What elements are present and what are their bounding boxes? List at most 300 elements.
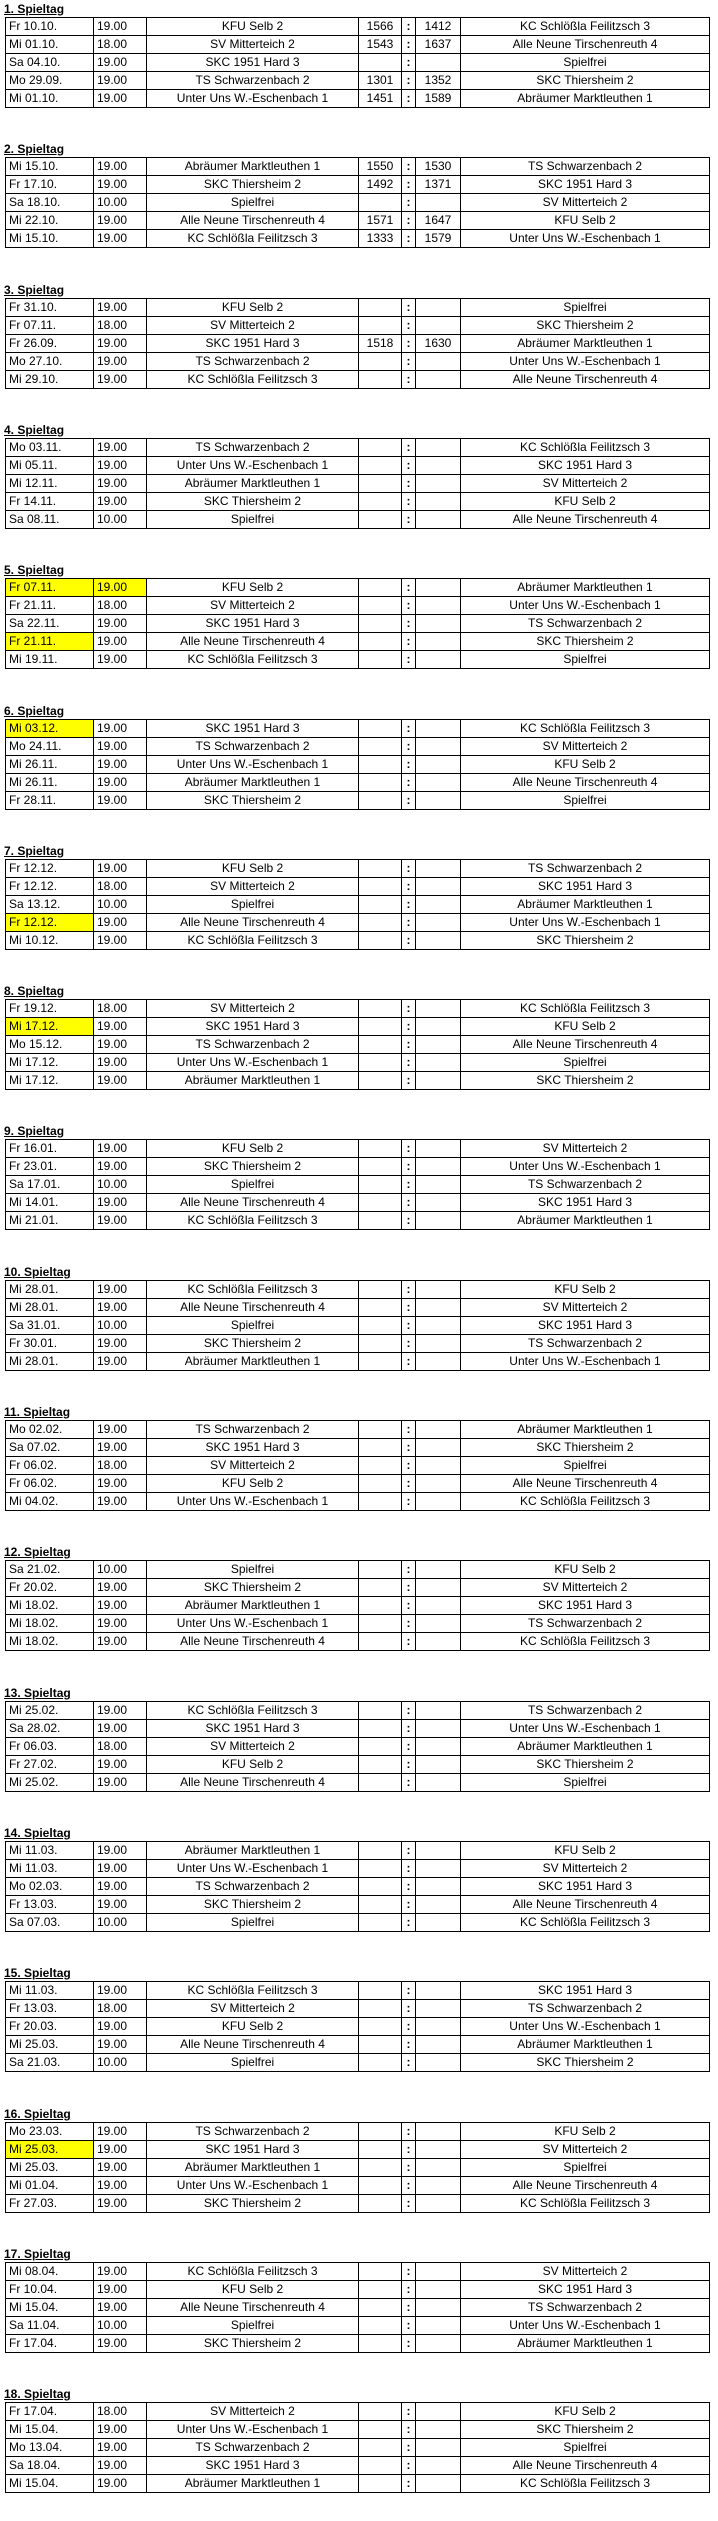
away-team: Abräumer Marktleuthen 1 — [461, 579, 710, 597]
game-time: 19.00 — [94, 914, 147, 932]
home-score — [359, 511, 402, 529]
game-time: 19.00 — [94, 1633, 147, 1651]
home-score — [359, 353, 402, 371]
home-score — [359, 439, 402, 457]
game-time: 10.00 — [94, 194, 147, 212]
game-time: 19.00 — [94, 615, 147, 633]
home-score — [359, 2439, 402, 2457]
away-team: SKC 1951 Hard 3 — [461, 1317, 710, 1335]
spieltag-title: 1. Spieltag — [4, 2, 65, 16]
away-team: Abräumer Marktleuthen 1 — [461, 2335, 710, 2353]
away-team: Spielfrei — [461, 2439, 710, 2457]
table-row — [6, 1439, 710, 1457]
home-score — [359, 2123, 402, 2141]
home-team: Unter Uns W.-Eschenbach 1 — [147, 457, 359, 475]
game-date: Fr 17.04. — [6, 2403, 94, 2421]
home-team: SKC Thiersheim 2 — [147, 1158, 359, 1176]
table-row — [6, 792, 710, 810]
home-score: 1566 — [359, 18, 402, 36]
home-score — [359, 475, 402, 493]
table-row — [6, 2335, 710, 2353]
table-row — [6, 457, 710, 475]
game-date: Sa 11.04. — [6, 2317, 94, 2335]
away-score — [416, 2036, 461, 2054]
score-separator: : — [402, 475, 416, 493]
away-team: KFU Selb 2 — [461, 212, 710, 230]
away-score — [416, 1018, 461, 1036]
table-row — [6, 335, 710, 353]
home-team: TS Schwarzenbach 2 — [147, 1421, 359, 1439]
away-score — [416, 1756, 461, 1774]
game-date: Fr 06.03. — [6, 1738, 94, 1756]
home-score — [359, 1000, 402, 1018]
away-team: Abräumer Marktleuthen 1 — [461, 896, 710, 914]
away-team: SKC Thiersheim 2 — [461, 72, 710, 90]
game-date: Mi 25.03. — [6, 2036, 94, 2054]
score-separator: : — [402, 1018, 416, 1036]
away-team: KFU Selb 2 — [461, 2123, 710, 2141]
home-score — [359, 1421, 402, 1439]
away-team: TS Schwarzenbach 2 — [461, 1702, 710, 1720]
away-score — [416, 1475, 461, 1493]
table-row — [6, 1896, 710, 1914]
game-time: 19.00 — [94, 1896, 147, 1914]
score-separator: : — [402, 1054, 416, 1072]
away-score — [416, 756, 461, 774]
table-row — [6, 1457, 710, 1475]
score-separator: : — [402, 1702, 416, 1720]
game-time: 18.00 — [94, 2000, 147, 2018]
game-date: Mi 01.10. — [6, 90, 94, 108]
game-date: Mi 25.03. — [6, 2141, 94, 2159]
games-table — [5, 719, 710, 810]
game-time: 19.00 — [94, 475, 147, 493]
away-score: 1589 — [416, 90, 461, 108]
games-table — [5, 1701, 710, 1792]
game-date: Mi 08.04. — [6, 2263, 94, 2281]
home-score — [359, 2036, 402, 2054]
home-score — [359, 1561, 402, 1579]
home-team: Abräumer Marktleuthen 1 — [147, 2475, 359, 2493]
score-separator: : — [402, 2141, 416, 2159]
game-date: Fr 06.02. — [6, 1475, 94, 1493]
game-date: Mi 17.12. — [6, 1072, 94, 1090]
home-team: Abräumer Marktleuthen 1 — [147, 1842, 359, 1860]
home-score — [359, 2018, 402, 2036]
game-time: 19.00 — [94, 1842, 147, 1860]
away-team: Spielfrei — [461, 54, 710, 72]
away-team: Unter Uns W.-Eschenbach 1 — [461, 1720, 710, 1738]
game-time: 19.00 — [94, 371, 147, 389]
away-score — [416, 1702, 461, 1720]
table-row — [6, 579, 710, 597]
home-team: Spielfrei — [147, 896, 359, 914]
table-row — [6, 1335, 710, 1353]
spieltag-title: 10. Spieltag — [4, 1265, 71, 1279]
score-separator: : — [402, 1353, 416, 1371]
game-date: Mi 17.12. — [6, 1054, 94, 1072]
away-team: SKC Thiersheim 2 — [461, 2421, 710, 2439]
score-separator: : — [402, 579, 416, 597]
game-date: Mi 25.02. — [6, 1702, 94, 1720]
home-score — [359, 651, 402, 669]
spieltag-title: 4. Spieltag — [4, 423, 65, 437]
home-team: KC Schlößla Feilitzsch 3 — [147, 371, 359, 389]
away-team: TS Schwarzenbach 2 — [461, 158, 710, 176]
home-score — [359, 2177, 402, 2195]
game-time: 19.00 — [94, 1720, 147, 1738]
game-time: 19.00 — [94, 2439, 147, 2457]
table-row — [6, 615, 710, 633]
away-score — [416, 579, 461, 597]
away-team: SKC 1951 Hard 3 — [461, 1878, 710, 1896]
game-date: Fr 20.03. — [6, 2018, 94, 2036]
score-separator: : — [402, 1493, 416, 1511]
score-separator: : — [402, 2457, 416, 2475]
score-separator: : — [402, 914, 416, 932]
home-score — [359, 457, 402, 475]
score-separator: : — [402, 2421, 416, 2439]
game-time: 19.00 — [94, 756, 147, 774]
home-team: Abräumer Marktleuthen 1 — [147, 1072, 359, 1090]
home-score — [359, 1579, 402, 1597]
home-team: Abräumer Marktleuthen 1 — [147, 158, 359, 176]
game-date: Mi 25.03. — [6, 2159, 94, 2177]
away-score — [416, 2439, 461, 2457]
game-date: Mi 15.04. — [6, 2475, 94, 2493]
score-separator: : — [402, 1072, 416, 1090]
home-score — [359, 2000, 402, 2018]
home-team: KC Schlößla Feilitzsch 3 — [147, 1982, 359, 2000]
home-team: SV Mitterteich 2 — [147, 1457, 359, 1475]
home-team: Spielfrei — [147, 2054, 359, 2072]
table-row — [6, 1194, 710, 1212]
away-score — [416, 457, 461, 475]
score-separator: : — [402, 1194, 416, 1212]
home-team: SKC 1951 Hard 3 — [147, 615, 359, 633]
game-date: Mi 17.12. — [6, 1018, 94, 1036]
table-row — [6, 2439, 710, 2457]
game-date: Sa 21.02. — [6, 1561, 94, 1579]
game-time: 19.00 — [94, 2475, 147, 2493]
home-score — [359, 738, 402, 756]
home-team: Unter Uns W.-Eschenbach 1 — [147, 1054, 359, 1072]
table-row — [6, 1615, 710, 1633]
away-team: TS Schwarzenbach 2 — [461, 2000, 710, 2018]
table-row — [6, 932, 710, 950]
game-date: Fr 30.01. — [6, 1335, 94, 1353]
game-time: 19.00 — [94, 90, 147, 108]
away-score — [416, 1615, 461, 1633]
table-row — [6, 1756, 710, 1774]
table-row — [6, 176, 710, 194]
away-team: Alle Neune Tirschenreuth 4 — [461, 1896, 710, 1914]
home-score — [359, 774, 402, 792]
score-separator: : — [402, 1475, 416, 1493]
away-score — [416, 1597, 461, 1615]
away-score — [416, 1914, 461, 1932]
game-date: Fr 28.11. — [6, 792, 94, 810]
game-date: Sa 22.11. — [6, 615, 94, 633]
game-time: 19.00 — [94, 212, 147, 230]
table-row — [6, 1982, 710, 2000]
spieltag-title: 16. Spieltag — [4, 2107, 71, 2121]
home-score — [359, 878, 402, 896]
table-row — [6, 371, 710, 389]
game-time: 18.00 — [94, 1000, 147, 1018]
table-row — [6, 72, 710, 90]
game-time: 19.00 — [94, 1878, 147, 1896]
score-separator: : — [402, 1720, 416, 1738]
score-separator: : — [402, 651, 416, 669]
away-team: Alle Neune Tirschenreuth 4 — [461, 1475, 710, 1493]
score-separator: : — [402, 335, 416, 353]
score-separator: : — [402, 2195, 416, 2213]
away-team: TS Schwarzenbach 2 — [461, 2299, 710, 2317]
home-team: SV Mitterteich 2 — [147, 1000, 359, 1018]
away-team: SKC Thiersheim 2 — [461, 1756, 710, 1774]
game-time: 19.00 — [94, 2018, 147, 2036]
table-row — [6, 439, 710, 457]
game-date: Mi 18.02. — [6, 1615, 94, 1633]
away-team: Spielfrei — [461, 1457, 710, 1475]
score-separator: : — [402, 1914, 416, 1932]
table-row — [6, 1018, 710, 1036]
home-score — [359, 2457, 402, 2475]
score-separator: : — [402, 1036, 416, 1054]
away-team: SKC 1951 Hard 3 — [461, 1597, 710, 1615]
home-score — [359, 194, 402, 212]
game-date: Mi 28.01. — [6, 1299, 94, 1317]
score-separator: : — [402, 1140, 416, 1158]
table-row — [6, 1176, 710, 1194]
table-row — [6, 1421, 710, 1439]
home-team: SV Mitterteich 2 — [147, 1738, 359, 1756]
home-score: 1451 — [359, 90, 402, 108]
home-team: KFU Selb 2 — [147, 299, 359, 317]
score-separator: : — [402, 1457, 416, 1475]
score-separator: : — [402, 1896, 416, 1914]
table-row — [6, 2123, 710, 2141]
game-time: 19.00 — [94, 651, 147, 669]
spieltag-title: 13. Spieltag — [4, 1686, 71, 1700]
table-row — [6, 1000, 710, 1018]
table-row — [6, 2195, 710, 2213]
game-date: Mi 15.04. — [6, 2421, 94, 2439]
home-team: Unter Uns W.-Eschenbach 1 — [147, 1860, 359, 1878]
home-score — [359, 1597, 402, 1615]
game-time: 19.00 — [94, 1439, 147, 1457]
table-row — [6, 1842, 710, 1860]
table-row — [6, 1353, 710, 1371]
score-separator: : — [402, 932, 416, 950]
home-score: 1571 — [359, 212, 402, 230]
score-separator: : — [402, 756, 416, 774]
score-separator: : — [402, 371, 416, 389]
game-time: 19.00 — [94, 1299, 147, 1317]
game-date: Fr 13.03. — [6, 2000, 94, 2018]
home-score — [359, 2421, 402, 2439]
away-score — [416, 493, 461, 511]
score-separator: : — [402, 896, 416, 914]
away-team: Spielfrei — [461, 1054, 710, 1072]
home-team: Unter Uns W.-Eschenbach 1 — [147, 1615, 359, 1633]
away-score — [416, 1194, 461, 1212]
home-team: Alle Neune Tirschenreuth 4 — [147, 2299, 359, 2317]
score-separator: : — [402, 2439, 416, 2457]
game-date: Fr 21.11. — [6, 597, 94, 615]
table-row — [6, 299, 710, 317]
game-time: 19.00 — [94, 2281, 147, 2299]
table-row — [6, 1738, 710, 1756]
home-score — [359, 1176, 402, 1194]
game-time: 10.00 — [94, 511, 147, 529]
table-row — [6, 633, 710, 651]
game-time: 19.00 — [94, 2457, 147, 2475]
home-team: SKC Thiersheim 2 — [147, 1335, 359, 1353]
spieltag-title: 6. Spieltag — [4, 704, 65, 718]
score-separator: : — [402, 1860, 416, 1878]
home-score — [359, 1457, 402, 1475]
score-separator: : — [402, 2299, 416, 2317]
home-team: SV Mitterteich 2 — [147, 2403, 359, 2421]
home-score — [359, 2317, 402, 2335]
game-date: Mi 01.04. — [6, 2177, 94, 2195]
away-team: KFU Selb 2 — [461, 756, 710, 774]
home-score — [359, 1878, 402, 1896]
game-date: Fr 16.01. — [6, 1140, 94, 1158]
game-time: 19.00 — [94, 1597, 147, 1615]
table-row — [6, 896, 710, 914]
table-row — [6, 1072, 710, 1090]
away-score — [416, 194, 461, 212]
away-score — [416, 720, 461, 738]
table-row — [6, 317, 710, 335]
home-team: Unter Uns W.-Eschenbach 1 — [147, 90, 359, 108]
game-date: Mi 15.10. — [6, 230, 94, 248]
home-team: Spielfrei — [147, 1317, 359, 1335]
game-date: Fr 10.10. — [6, 18, 94, 36]
score-separator: : — [402, 1421, 416, 1439]
home-team: SKC 1951 Hard 3 — [147, 720, 359, 738]
score-separator: : — [402, 2123, 416, 2141]
spieltag-title: 11. Spieltag — [4, 1405, 71, 1419]
home-score — [359, 371, 402, 389]
away-score: 1530 — [416, 158, 461, 176]
home-score — [359, 1140, 402, 1158]
game-time: 19.00 — [94, 1860, 147, 1878]
table-row — [6, 1597, 710, 1615]
away-score — [416, 1140, 461, 1158]
away-team: SKC 1951 Hard 3 — [461, 1982, 710, 2000]
score-separator: : — [402, 1579, 416, 1597]
away-team: Abräumer Marktleuthen 1 — [461, 2036, 710, 2054]
away-score: 1637 — [416, 36, 461, 54]
score-separator: : — [402, 615, 416, 633]
away-score — [416, 651, 461, 669]
score-separator: : — [402, 1158, 416, 1176]
game-time: 19.00 — [94, 299, 147, 317]
score-separator: : — [402, 212, 416, 230]
away-score — [416, 633, 461, 651]
game-date: Fr 06.02. — [6, 1457, 94, 1475]
game-date: Sa 17.01. — [6, 1176, 94, 1194]
away-team: KFU Selb 2 — [461, 2403, 710, 2421]
games-table — [5, 2262, 710, 2353]
away-score — [416, 371, 461, 389]
game-time: 19.00 — [94, 457, 147, 475]
home-team: SKC Thiersheim 2 — [147, 1579, 359, 1597]
home-team: Alle Neune Tirschenreuth 4 — [147, 2036, 359, 2054]
home-team: SV Mitterteich 2 — [147, 878, 359, 896]
home-team: KFU Selb 2 — [147, 2281, 359, 2299]
away-team: Alle Neune Tirschenreuth 4 — [461, 2457, 710, 2475]
away-score — [416, 2159, 461, 2177]
game-date: Fr 10.04. — [6, 2281, 94, 2299]
away-team: SKC Thiersheim 2 — [461, 2054, 710, 2072]
spieltag-title: 12. Spieltag — [4, 1545, 71, 1559]
score-separator: : — [402, 2177, 416, 2195]
spieltag-title: 7. Spieltag — [4, 844, 65, 858]
away-team: KC Schlößla Feilitzsch 3 — [461, 1000, 710, 1018]
game-time: 19.00 — [94, 633, 147, 651]
away-team: TS Schwarzenbach 2 — [461, 615, 710, 633]
away-score — [416, 317, 461, 335]
away-score — [416, 1457, 461, 1475]
game-time: 18.00 — [94, 1457, 147, 1475]
table-row — [6, 1878, 710, 1896]
home-score — [359, 792, 402, 810]
table-row — [6, 230, 710, 248]
table-row — [6, 1140, 710, 1158]
away-score — [416, 2457, 461, 2475]
score-separator: : — [402, 1982, 416, 2000]
away-score — [416, 1000, 461, 1018]
home-team: Alle Neune Tirschenreuth 4 — [147, 1299, 359, 1317]
game-date: Mi 05.11. — [6, 457, 94, 475]
home-score — [359, 54, 402, 72]
away-team: KFU Selb 2 — [461, 1018, 710, 1036]
game-time: 19.00 — [94, 2263, 147, 2281]
away-score: 1630 — [416, 335, 461, 353]
home-team: SKC 1951 Hard 3 — [147, 335, 359, 353]
away-score — [416, 1281, 461, 1299]
game-time: 19.00 — [94, 1421, 147, 1439]
game-time: 19.00 — [94, 335, 147, 353]
away-score — [416, 1072, 461, 1090]
away-team: SV Mitterteich 2 — [461, 2263, 710, 2281]
game-date: Fr 26.09. — [6, 335, 94, 353]
home-score — [359, 2054, 402, 2072]
game-time: 19.00 — [94, 1140, 147, 1158]
away-score — [416, 1896, 461, 1914]
games-table — [5, 438, 710, 529]
game-date: Fr 21.11. — [6, 633, 94, 651]
away-score — [416, 1982, 461, 2000]
home-team: KC Schlößla Feilitzsch 3 — [147, 651, 359, 669]
table-row — [6, 1860, 710, 1878]
home-team: TS Schwarzenbach 2 — [147, 72, 359, 90]
home-team: Unter Uns W.-Eschenbach 1 — [147, 2177, 359, 2195]
game-time: 19.00 — [94, 493, 147, 511]
game-date: Fr 23.01. — [6, 1158, 94, 1176]
game-date: Sa 07.03. — [6, 1914, 94, 1932]
spieltag-title: 14. Spieltag — [4, 1826, 71, 1840]
away-team: Alle Neune Tirschenreuth 4 — [461, 511, 710, 529]
table-row — [6, 2281, 710, 2299]
game-date: Mo 29.09. — [6, 72, 94, 90]
away-team: SV Mitterteich 2 — [461, 2141, 710, 2159]
